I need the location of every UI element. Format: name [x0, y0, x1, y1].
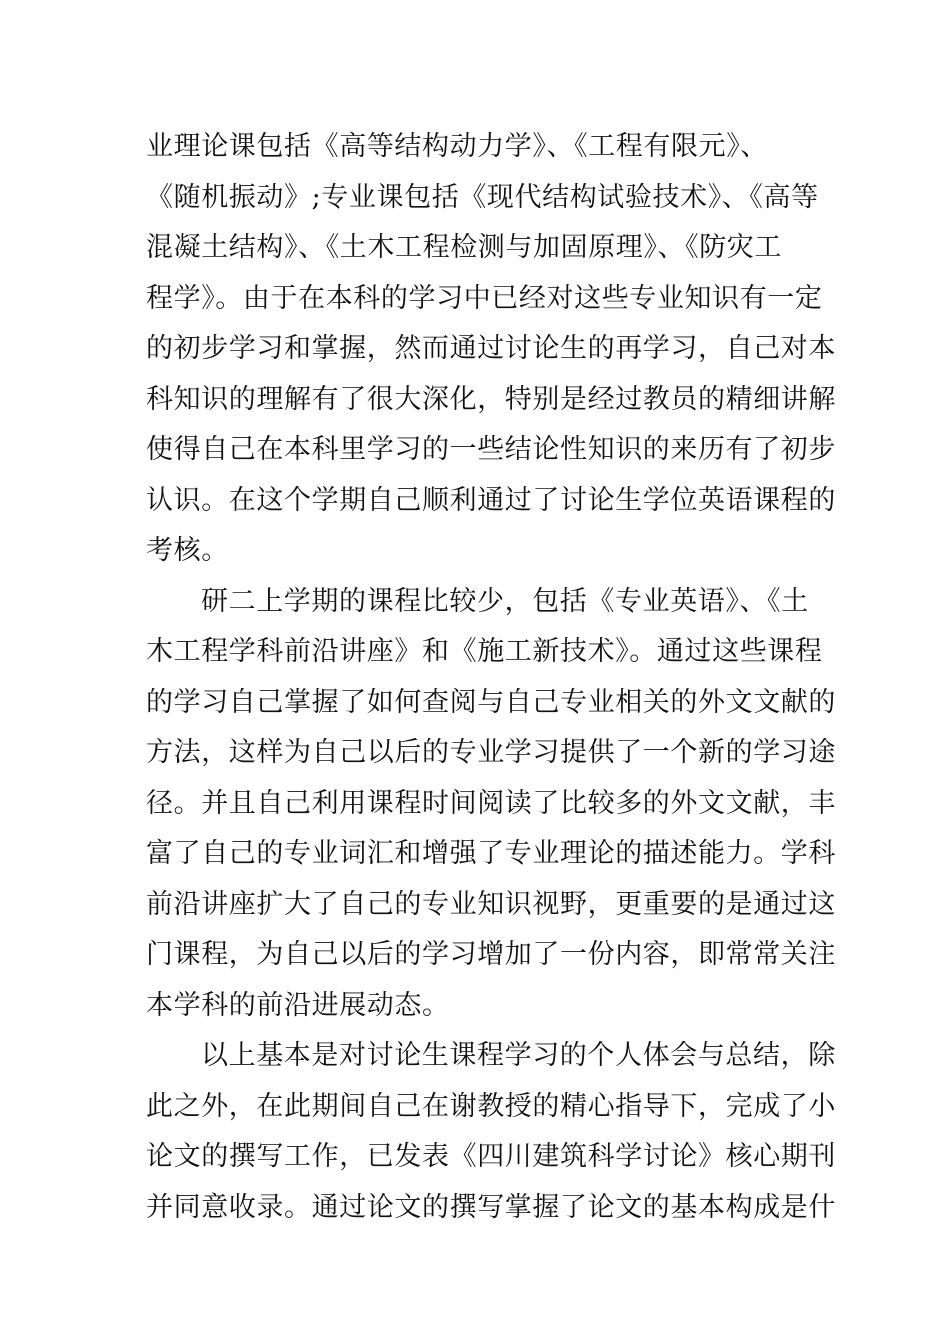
text-line: 本学科的前沿进展动态。: [146, 989, 450, 1021]
text-line: 《随机振动》;专业课包括《现代结构试验技术》、《高等: [146, 181, 819, 213]
text-line: 木工程学科前沿讲座》和《施工新技术》。通过这些课程: [146, 636, 823, 667]
paragraph-1: [146, 122, 836, 577]
text-line: 前沿讲座扩大了自己的专业知识视野，更重要的是通过这: [146, 888, 836, 920]
text-line: 科知识的理解有了很大深化，特别是经过教员的精细讲解: [146, 383, 836, 415]
text-line: 论文的撰写工作，已发表《四川建筑科学讨论》核心期刊: [146, 1141, 836, 1172]
text-line: 并同意收录。通过论文的撰写掌握了论文的基本构成是什: [146, 1191, 836, 1223]
text-line: 研二上学期的课程比较少，包括《专业英语》、《土: [201, 585, 809, 617]
text-line: 的学习自己掌握了如何查阅与自己专业相关的外文文献的: [146, 686, 836, 718]
paragraph-3: [146, 1031, 836, 1233]
paragraph-2: [146, 577, 836, 1032]
text-line: 业理论课包括《高等结构动力学》、《工程有限元》、: [146, 131, 768, 162]
text-line: 混凝土结构》、《土木工程检测与加固原理》、《防灾工: [146, 232, 782, 263]
text-line: 径。并且自己利用课程时间阅读了比较多的外文文献，丰: [146, 787, 836, 819]
text-line: 此之外，在此期间自己在谢教授的精心指导下，完成了小: [146, 1090, 836, 1122]
text-line: 以上基本是对讨论生课程学习的个人体会与总结，除: [201, 1040, 836, 1071]
document-body: [146, 122, 836, 1233]
text-line: 使得自己在本科里学习的一些结论性知识的来历有了初步: [146, 434, 836, 465]
text-line: 认识。在这个学期自己顺利通过了讨论生学位英语课程的: [146, 484, 836, 516]
text-line: 程学》。由于在本科的学习中已经对这些专业知识有一定: [146, 282, 823, 314]
text-line: 方法，这样为自己以后的专业学习提供了一个新的学习途: [146, 737, 836, 768]
text-line: 考核。: [146, 535, 229, 566]
text-line: 的初步学习和掌握，然而通过讨论生的再学习，自己对本: [146, 333, 836, 364]
text-line: 富了自己的专业词汇和增强了专业理论的描述能力。学科: [146, 838, 836, 869]
text-line: 门课程，为自己以后的学习增加了一份内容，即常常关注: [146, 939, 836, 970]
